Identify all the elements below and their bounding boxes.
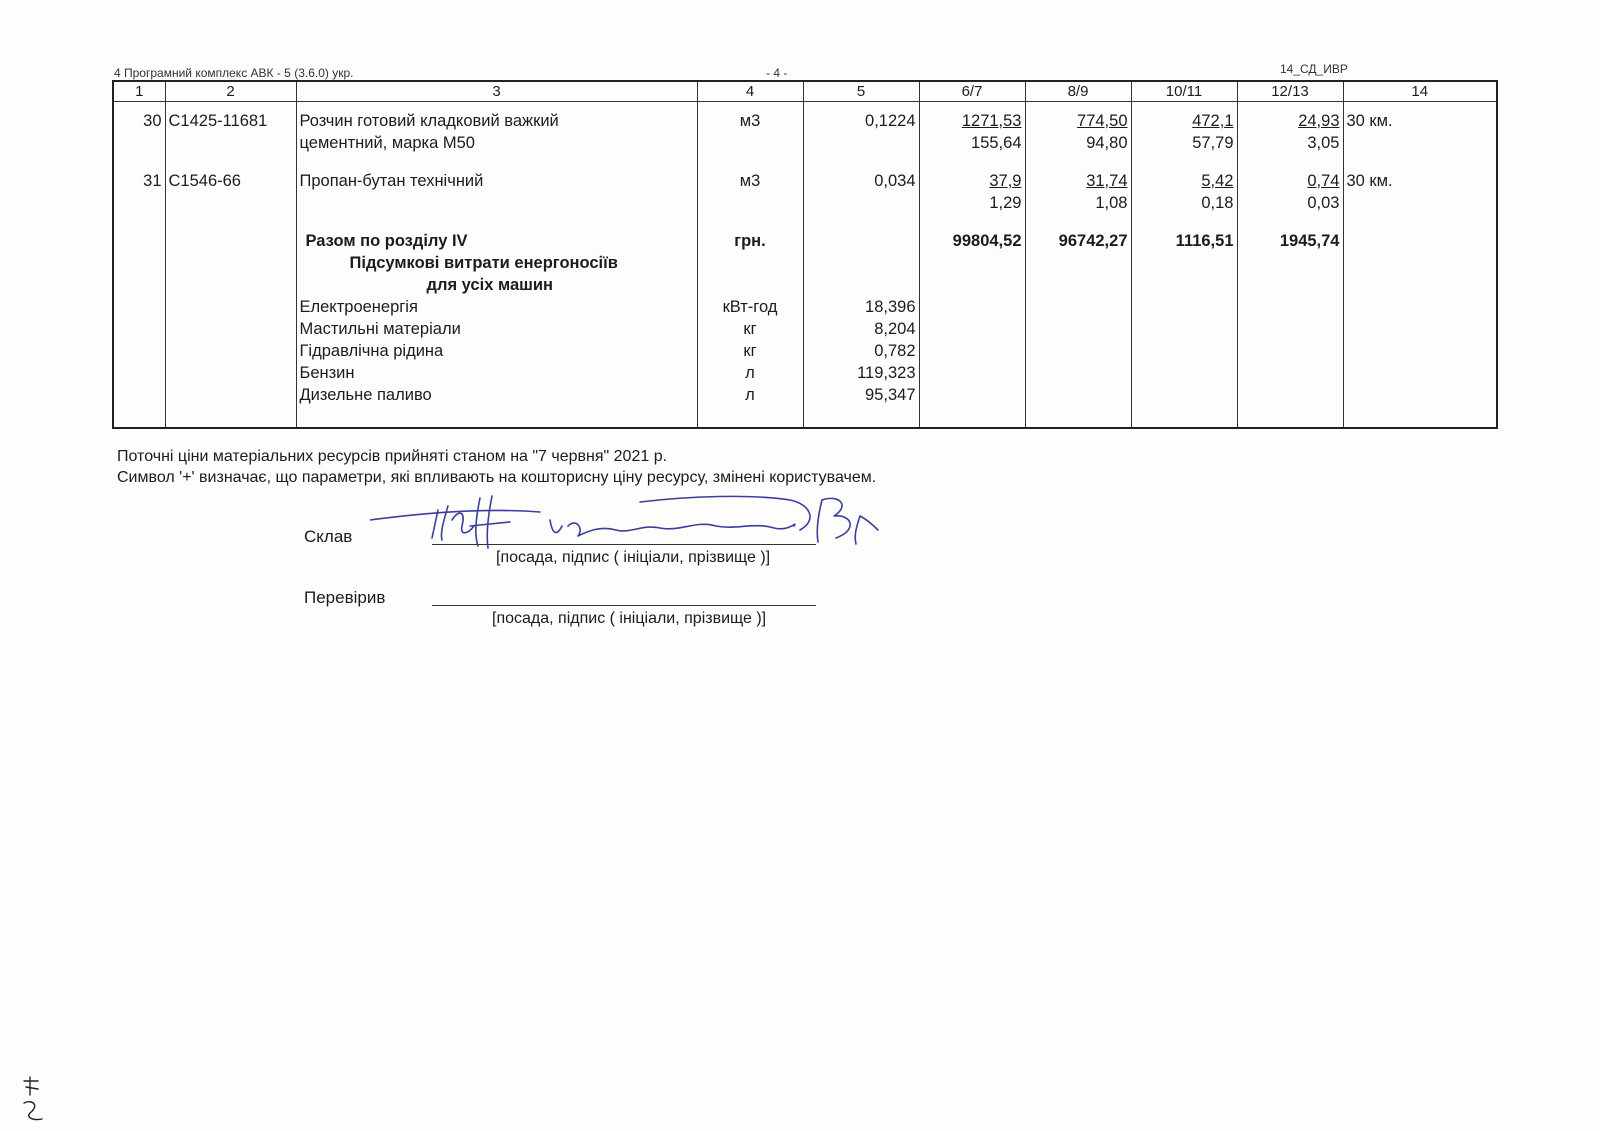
energy-name: Бензин	[299, 364, 355, 382]
energy-quantity: 18,396	[865, 298, 916, 316]
resource-name: Пропан-бутан технічний	[299, 172, 484, 190]
price-value: 3,05	[1307, 134, 1340, 152]
col-num: 12/13	[1237, 81, 1343, 102]
checked-caption: [посада, підпис ( ініціали, прізвище )]	[492, 610, 767, 627]
col-num: 1	[113, 81, 165, 102]
col-num: 8/9	[1025, 81, 1131, 102]
checked-label: Перевірив	[304, 588, 386, 607]
energy-unit: л	[745, 386, 755, 404]
price-value: 1,29	[989, 194, 1022, 212]
col-num: 5	[803, 81, 919, 102]
program-header: 4 Програмний комплекс АВК - 5 (3.6.0) укр.	[114, 66, 354, 80]
prices-date-note: Поточні ціни матеріальних ресурсів прийняті станом на "7 червня" 2021 р.	[117, 448, 668, 465]
total-value: 1945,74	[1279, 232, 1340, 250]
quantity: 0,034	[874, 172, 916, 190]
unit: м3	[739, 172, 761, 190]
total-value: 96742,27	[1058, 232, 1128, 250]
price-value: 1271,53	[961, 112, 1022, 130]
resource-code: С1425-11681	[168, 112, 268, 130]
composed-label: Склав	[304, 527, 353, 546]
col-num: 2	[165, 81, 296, 102]
energy-quantity: 95,347	[865, 386, 916, 404]
composed-caption: [посада, підпис ( ініціали, прізвище )]	[496, 549, 771, 566]
price-value: 472,1	[1192, 112, 1234, 130]
distance-note: 30 км.	[1346, 112, 1393, 130]
price-value: 155,64	[971, 134, 1022, 152]
price-value: 0,74	[1307, 172, 1340, 190]
energy-quantity: 0,782	[874, 342, 916, 360]
price-value: 24,93	[1298, 112, 1340, 130]
price-value: 57,79	[1192, 134, 1234, 152]
total-value: 99804,52	[952, 232, 1022, 250]
checked-signature-line	[432, 605, 816, 606]
table-body	[113, 102, 1497, 429]
price-value: 31,74	[1086, 172, 1128, 190]
resources-table	[112, 80, 1498, 429]
resource-name: цементний, марка М50	[299, 134, 475, 152]
price-value: 5,42	[1201, 172, 1234, 190]
energy-unit: кВт-год	[722, 298, 778, 316]
col-num: 4	[697, 81, 803, 102]
price-value: 37,9	[989, 172, 1022, 190]
price-value: 0,03	[1307, 194, 1340, 212]
energy-unit: кг	[743, 342, 757, 360]
energy-unit: кг	[743, 320, 757, 338]
handwritten-signature	[370, 490, 910, 570]
energy-name: Гідравлічна рідина	[299, 342, 444, 360]
energy-quantity: 119,323	[857, 364, 916, 382]
resource-name: Розчин готовий кладковий важкий	[299, 112, 559, 130]
energy-title: Підсумкові витрати енергоносіїв	[349, 254, 618, 272]
col-num: 10/11	[1131, 81, 1237, 102]
price-value: 94,80	[1086, 134, 1128, 152]
symbol-note: Символ '+' визначає, що параметри, які впливають на кошторисну ціну ресурсу, змінені користувачем.	[117, 469, 877, 486]
section-total-label: Разом по розділу IV	[305, 232, 468, 250]
energy-title: для усіх машин	[426, 276, 553, 294]
col-num: 3	[296, 81, 697, 102]
col-num: 14	[1343, 81, 1497, 102]
row-number: 31	[143, 172, 162, 190]
col-num: 6/7	[919, 81, 1025, 102]
column-number-row	[113, 81, 1497, 102]
resource-code: С1546-66	[168, 172, 241, 190]
total-value: 1116,51	[1175, 232, 1234, 250]
energy-name: Електроенергія	[299, 298, 418, 316]
quantity: 0,1224	[865, 112, 916, 130]
energy-unit: л	[745, 364, 755, 382]
page-number: - 4 -	[766, 66, 788, 80]
price-value: 1,08	[1095, 194, 1128, 212]
unit: м3	[739, 112, 761, 130]
handwritten-page-mark	[16, 1075, 56, 1125]
price-value: 774,50	[1077, 112, 1128, 130]
document-code: 14_СД_ИВР	[1280, 62, 1348, 76]
energy-name: Дизельне паливо	[299, 386, 432, 404]
total-unit: грн.	[734, 232, 766, 250]
energy-quantity: 8,204	[874, 320, 916, 338]
price-value: 0,18	[1201, 194, 1234, 212]
distance-note: 30 км.	[1346, 172, 1393, 190]
row-number: 30	[143, 112, 162, 130]
energy-name: Мастильні матеріали	[299, 320, 461, 338]
